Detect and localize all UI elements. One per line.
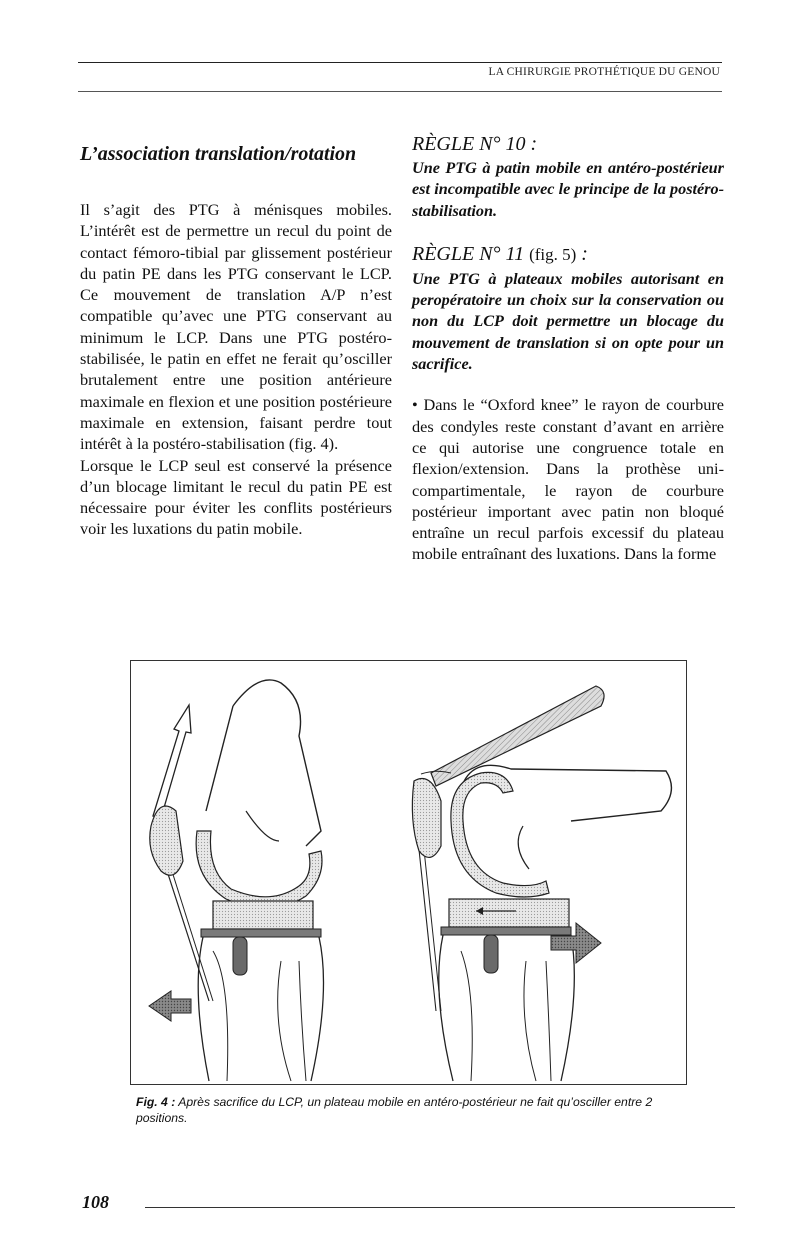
paragraph-1: Il s’agit des PTG à ménisques mobiles. L’intérêt est de permettre un recul du point de contact fémoro-tibial par glissement postérieur du patin PE dans les PTG conservant le LCP. Ce mouvement de translation A/P n’est compatible qu’avec une PTG conservant au minimum le LCP. Dans une PTG postéro-stabilisée, le patin en effet ne ferait qu’osciller brutalement entre une position antérieure maximale en flexion et une position postérieure maximale en extension, faisant perdre tout intérêt à la postéro-stabilisation (fig. 4). xyxy=(80,200,392,454)
header-rule-top xyxy=(78,62,722,63)
rule-11-body: Une PTG à plateaux mobiles autorisant en peropératoire un choix sur la conservation ou non du LCP doit permettre un blocage du mouvement de translation si on opte pour un sacrifice. xyxy=(412,269,724,374)
rule-10-body: Une PTG à patin mobile en antéro-postérieur est incompatible avec le principe de la postéro-stabilisation. xyxy=(412,159,724,220)
left-knee-drawing xyxy=(149,680,324,1081)
figure-caption xyxy=(136,1094,696,1126)
rule-11-title xyxy=(412,242,724,267)
oxford-paragraph: • Dans le “Oxford knee” le rayon de courbure des condyles reste constant d’avant en arrière ce qui autorise une congruence totale en flexion/extension. Dans la prothèse uni-compartimentale, le rayon de courbure postérieur important avec patin non bloqué entraîne un recul parfois excessif du plateau mobile entraînant des luxations. Dans la forme xyxy=(412,395,724,564)
rule-11-title-text: RÈGLE N° 11 xyxy=(412,242,525,265)
right-column xyxy=(412,132,724,565)
knee-illustration xyxy=(131,661,686,1084)
running-head: LA CHIRURGIE PROTHÉTIQUE DU GENOU xyxy=(488,66,720,78)
caption-label: Fig. 4 : xyxy=(136,1095,176,1109)
right-knee-drawing xyxy=(412,686,671,1081)
paragraph-2: Lorsque le LCP seul est conservé la présence d’un blocage limitant le recul du patin PE est nécessaire pour éviter les conflits postérieurs voir les luxations du patin mobile. xyxy=(80,455,392,539)
section-title: L’association translation/rotation xyxy=(80,143,357,165)
page-number: 108 xyxy=(82,1192,109,1212)
left-column xyxy=(80,132,392,540)
header-rule-bottom xyxy=(78,91,722,92)
rule-11-fig-ref: (fig. 5) xyxy=(529,244,577,264)
figure-4 xyxy=(130,660,687,1085)
caption-text: Après sacrifice du LCP, un plateau mobile en antéro-postérieur ne fait qu’osciller entre 2 positions. xyxy=(136,1095,653,1125)
footer-rule xyxy=(145,1207,735,1208)
rule-11-colon: : xyxy=(576,242,588,265)
rule-10-title: RÈGLE N° 10 : xyxy=(412,133,538,155)
